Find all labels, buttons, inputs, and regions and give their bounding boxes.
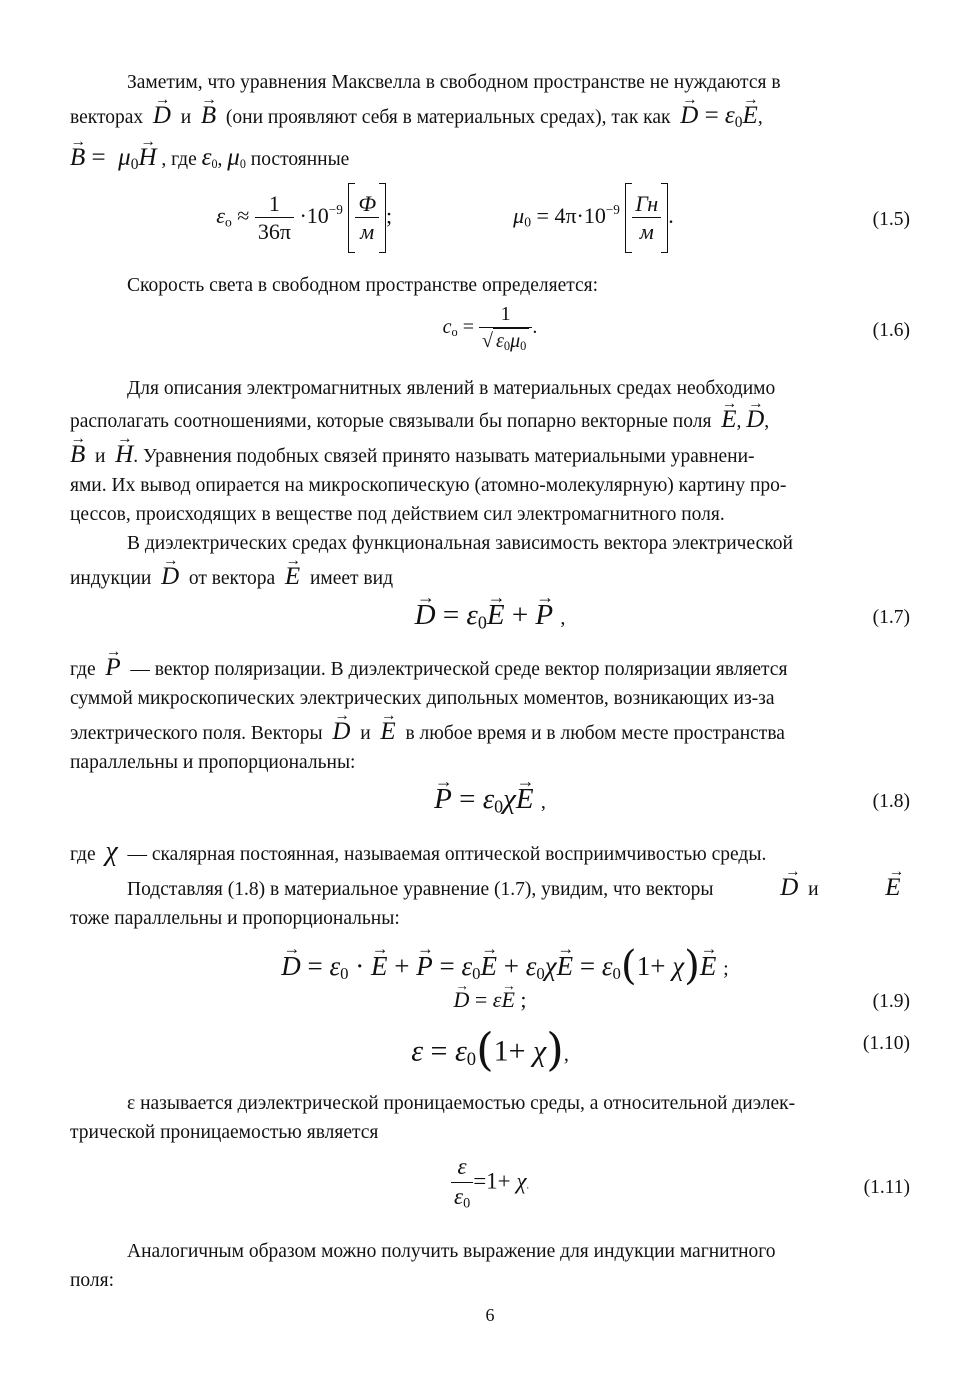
fraction-speed-of-light: $\frac{1}{√ \varepsilon_0\mu_0}$	[479, 302, 532, 355]
paragraph-dielectric: В диэлектрических средах функциональная зависимость вектора электрической	[127, 532, 793, 554]
vector-b-symbol: → B	[201, 101, 216, 130]
unit-henry-per-meter: $\frac{Гн}{м}$	[632, 190, 661, 246]
equation-number: 1.10	[869, 1032, 904, 1054]
mu-zero-symbol: μ	[227, 143, 240, 171]
equation-1-7: → $D = \varepsilon_0\to E$ + → P , (1.7)	[70, 599, 910, 649]
equation-number: 1.8	[879, 790, 904, 812]
paragraph-polarization: где → P — вектор поляризации. В диэлектрической среде вектор поляризации является	[70, 653, 910, 684]
equation-number: 1.5	[879, 208, 904, 230]
epsilon-zero-symbol: ε	[201, 143, 212, 171]
fraction-one-over-36pi: $\frac{1}{36\pi}$	[255, 190, 294, 246]
paragraph-permittivity: ε называется диэлектрической проницаемостью среды, а относительной диэлек-	[127, 1092, 796, 1114]
paragraph-material-equations-line3: → B и → H. Уравнения подобных связей принято называть материальными уравнени-	[70, 440, 910, 471]
equation-1-10: $\varepsilon = \varepsilon_0(1+ \chi)$, (1.10)	[411, 1022, 910, 1076]
equation-1-8: → $P = \varepsilon_0\chi\to E$ , (1.8)	[70, 783, 910, 833]
equation-1-6: $c_o$ = $\frac{1}{√ \varepsilon_0\mu_0}$ . (1.6)	[442, 302, 910, 353]
paragraph-susceptibility: где χ — скалярная постоянная, называемая оптической восприимчивостью среды.	[70, 835, 767, 867]
paragraph-magnetic-induction: Аналогичным образом можно получить выражение для индукции магнитного	[127, 1240, 776, 1262]
equation-number: 1.6	[879, 319, 904, 341]
equation-number: 1.9	[879, 990, 904, 1012]
paragraph-maxwell-line3: → $B = \mu_0\to H$ , где $\varepsilon_0$, $\mu_0$ постоянные	[70, 143, 910, 179]
paragraph-substitution: Подставляя (1.8) в материальное уравнение (1.7), увидим, что векторы → D и → E	[70, 873, 910, 904]
equation-number: 1.7	[879, 606, 904, 628]
equation-1-9: → D = ε→ E ; (1.9)	[70, 987, 910, 1023]
page-number: 6	[485, 1305, 495, 1325]
vector-d-symbol: → D	[153, 101, 171, 130]
fraction-eps-over-eps0: $\frac{\varepsilon}{\varepsilon_0}$	[451, 1153, 473, 1213]
equation-1-5: $\varepsilon_o$ ≈ $\frac{1}{36\pi}$ $\cdot 10^{-9}$ $\frac{Ф}{м}$ ; $\mu_0 = 4\pi\cdot 10^{-9}$ $\frac{Гн}{м}$ . (1.5)	[70, 183, 910, 265]
inline-formula-d-eps-e: → $D = \varepsilon_0\to E$	[680, 102, 758, 129]
inline-formula-b-mu-h: → $B = \mu_0\to H$	[70, 144, 157, 171]
unit-farad-per-meter: $\frac{Ф}{м}$	[355, 190, 379, 246]
paragraph-speed-of-light: Скорость света в свободном пространстве определяется:	[127, 274, 599, 296]
paragraph-maxwell-line2: векторах → D и → B (они проявляют себя в материальных средах), так как → $D = \varepsilon_0\to E$,	[70, 101, 910, 137]
chi-symbol: χ	[105, 835, 118, 867]
paragraph-material-equations: Для описания электромагнитных явлений в материальных средах необходимо	[127, 377, 776, 399]
equation-number: 1.11	[870, 1176, 904, 1198]
equation-1-11: $\frac{\varepsilon}{\varepsilon_0}$ =1+ χ. (1.11)	[70, 1153, 910, 1231]
paragraph-maxwell: Заметим, что уравнения Максвелла в свободном пространстве не нуждаются в	[127, 72, 781, 93]
document-body: Заметим, что уравнения Максвелла в свободном пространстве не нуждаются в векторах → D и → B (они проявляют себя в материальных средах), так как → $D = \varepsilon_0\to E$, → $B = \mu_0\to H$ , где $\varepsilon_0$, $\mu_0$ постоянные $\varepsilon_o$ ≈ $\frac{1}{36\pi}$ $\cdot 10^{-9}$ $\frac{Ф}{м}$ ; $\mu_0 = 4\pi\cdot 10^{-9}$ $\frac{Гн}{м}$ . (1.5) Скорость света в свободном пространстве определяется: $c_o$ = $\frac{1}{√ \varepsilon_0\mu_0}$ . (1.6) Для описания электромагнитных явлений в материальных средах необходимо располагать соотношениями, которые связывали бы попарно векторные поля → E, → D, → B и → H. Уравнения подобных связей принято называть материальными уравнени- ями. Их вывод опирается на микроскопическую (атомно-молекулярную) картину про- цессов, происходящих в веществе под действием сил электромагнитного поля. В диэлектрических средах функциональная зависимость вектора электрической индукции → D от вектора → E имеет вид → $D = \varepsilon_0\to E$ + → P , (1.7) где → P — вектор поляризации. В диэлектрической среде вектор поляризации является суммой микроскопических электрических дипольных моментов, возникающих из-за электрического поля. Векторы → D и → E в любое время и в любом месте пространства параллельны и пропорциональны: → $P = \varepsilon_0\chi\to E$ , (1.8) где χ — скалярная постоянная, называемая оптической восприимчивостью среды. Подставляя (1.8) в материальное уравнение (1.7), увидим, что векторы → D и → E тоже параллельны и пропорциональны: → $D = \varepsilon_0$ · → E + → $P = \varepsilon_0\to E + \varepsilon_0\chi\to E = \varepsilon_0(1+ \chi)\to E$ ; → D = ε→ E ; (1.9) $\varepsilon = \varepsilon_0(1+ \chi)$, (1.10) ε называется диэлектрической проницаемостью среды, а относительной диэлек- трической проницаемостью является $\frac{\varepsilon}{\varepsilon_0}$ =1+ χ. (1.11) Аналогичным образом можно получить выражение для индукции магнитного поля:	[70, 62, 910, 1295]
equation-1-9-expanded: → $D = \varepsilon_0$ · → E + → $P = \varepsilon_0\to E + \varepsilon_0\chi\to E = \varepsilon_0(1+ \chi)\to E$ ;	[70, 941, 910, 987]
paragraph-material-equations-line2: располагать соотношениями, которые связывали бы попарно векторные поля → E, → D,	[70, 405, 910, 436]
